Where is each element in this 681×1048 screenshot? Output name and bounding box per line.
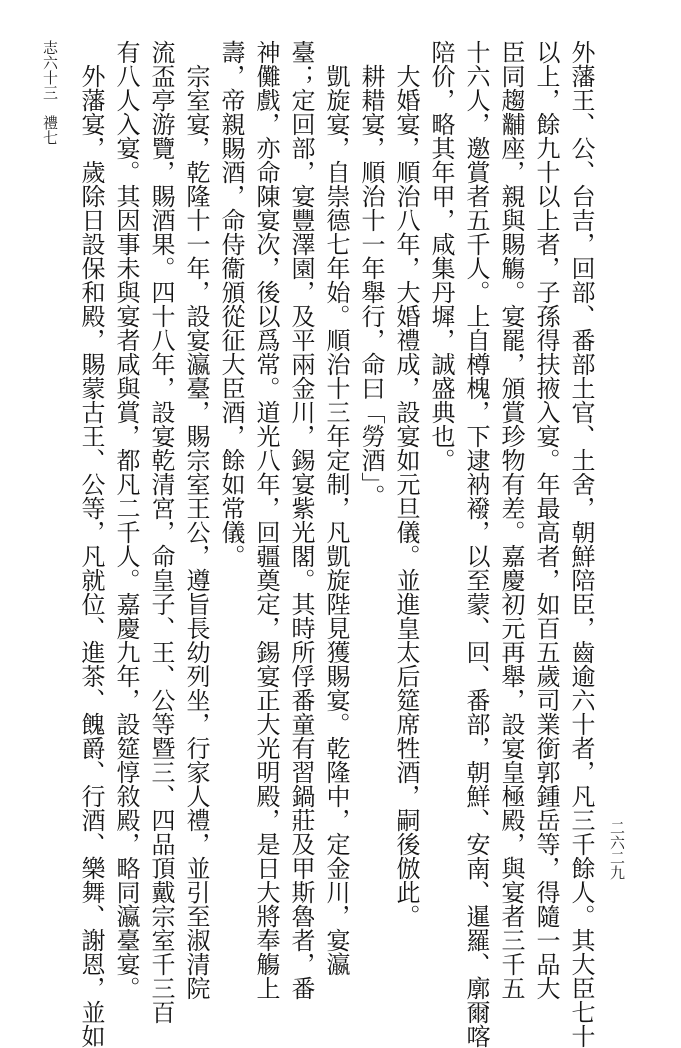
text-column-1: 外藩王、公、台吉，回部、番部土官、土舍，朝鮮陪臣，齒逾六十者，凡三千餘人。其大臣七十	[567, 40, 595, 1048]
page-number: 二六二九	[608, 820, 626, 880]
text-column-11: 壽，帝親賜酒，命侍衞頒從征大臣酒，餘如常儀。	[217, 40, 245, 568]
text-column-4: 十六人，邀賞者五千人。上自樽槐，下逮衲襏，以至蒙、回、番部，朝鮮、安南、暹羅、廓爾喀	[462, 40, 490, 1048]
text-column-2: 以上，餘九十以上者，子孫得扶掖入宴。年最高者，如百五歲司業銜郭鍾岳等，得隨一品大	[532, 40, 560, 1000]
text-column-6: 大婚宴，順治八年，大婚禮成，設宴如元旦儀。並進皇太后筵席牲酒，嗣後倣此。	[392, 40, 420, 928]
text-column-15: 外藩宴，歲除日設保和殿，賜蒙古王、公等，凡就位、進茶、餽爵、行酒、樂舞、謝恩，並如	[77, 40, 105, 1048]
text-column-3: 臣同趨黼座，親與賜觴。宴罷，頒賞珍物有差。嘉慶初元再舉，設宴皇極殿，與宴者三千五	[497, 40, 525, 1000]
text-column-12: 宗室宴，乾隆十一年，設宴瀛臺，賜宗室王公，遵旨長幼列坐，行家人禮，並引至淑清院	[182, 40, 210, 1000]
text-column-8: 凱旋宴，自崇德七年始。順治十三年定制，凡凱旋陛見獲賜宴。乾隆中，定金川，宴瀛	[322, 40, 350, 976]
chapter-header: 志六十三 禮七	[41, 40, 59, 145]
text-column-7: 耕耤宴，順治十一年舉行，命曰「勞酒」。	[357, 40, 385, 508]
text-column-13: 流盃亭游覽，賜酒果。四十八年，設宴乾清宮，命皇子、王、公等暨三、四品頂戴宗室千三百	[147, 40, 175, 1024]
text-column-9: 臺；定回部，宴豐澤園，及平兩金川，錫宴紫光閣。其時所俘番童有習鍋莊及甲斯魯者，番	[287, 40, 315, 1000]
text-column-14: 有八人入宴。其因事未與宴者咸與賞，都凡二千人。嘉慶九年，設筵惇敘殿，略同瀛臺宴。	[112, 40, 140, 1000]
text-column-5: 陪价，略其年甲，咸集丹墀，誠盛典也。	[427, 40, 455, 472]
text-column-10: 神儺戲，亦命陳宴次，後以爲常。道光八年，回疆奠定，錫宴正大光明殿，是日大將奉觴上	[252, 40, 280, 1000]
